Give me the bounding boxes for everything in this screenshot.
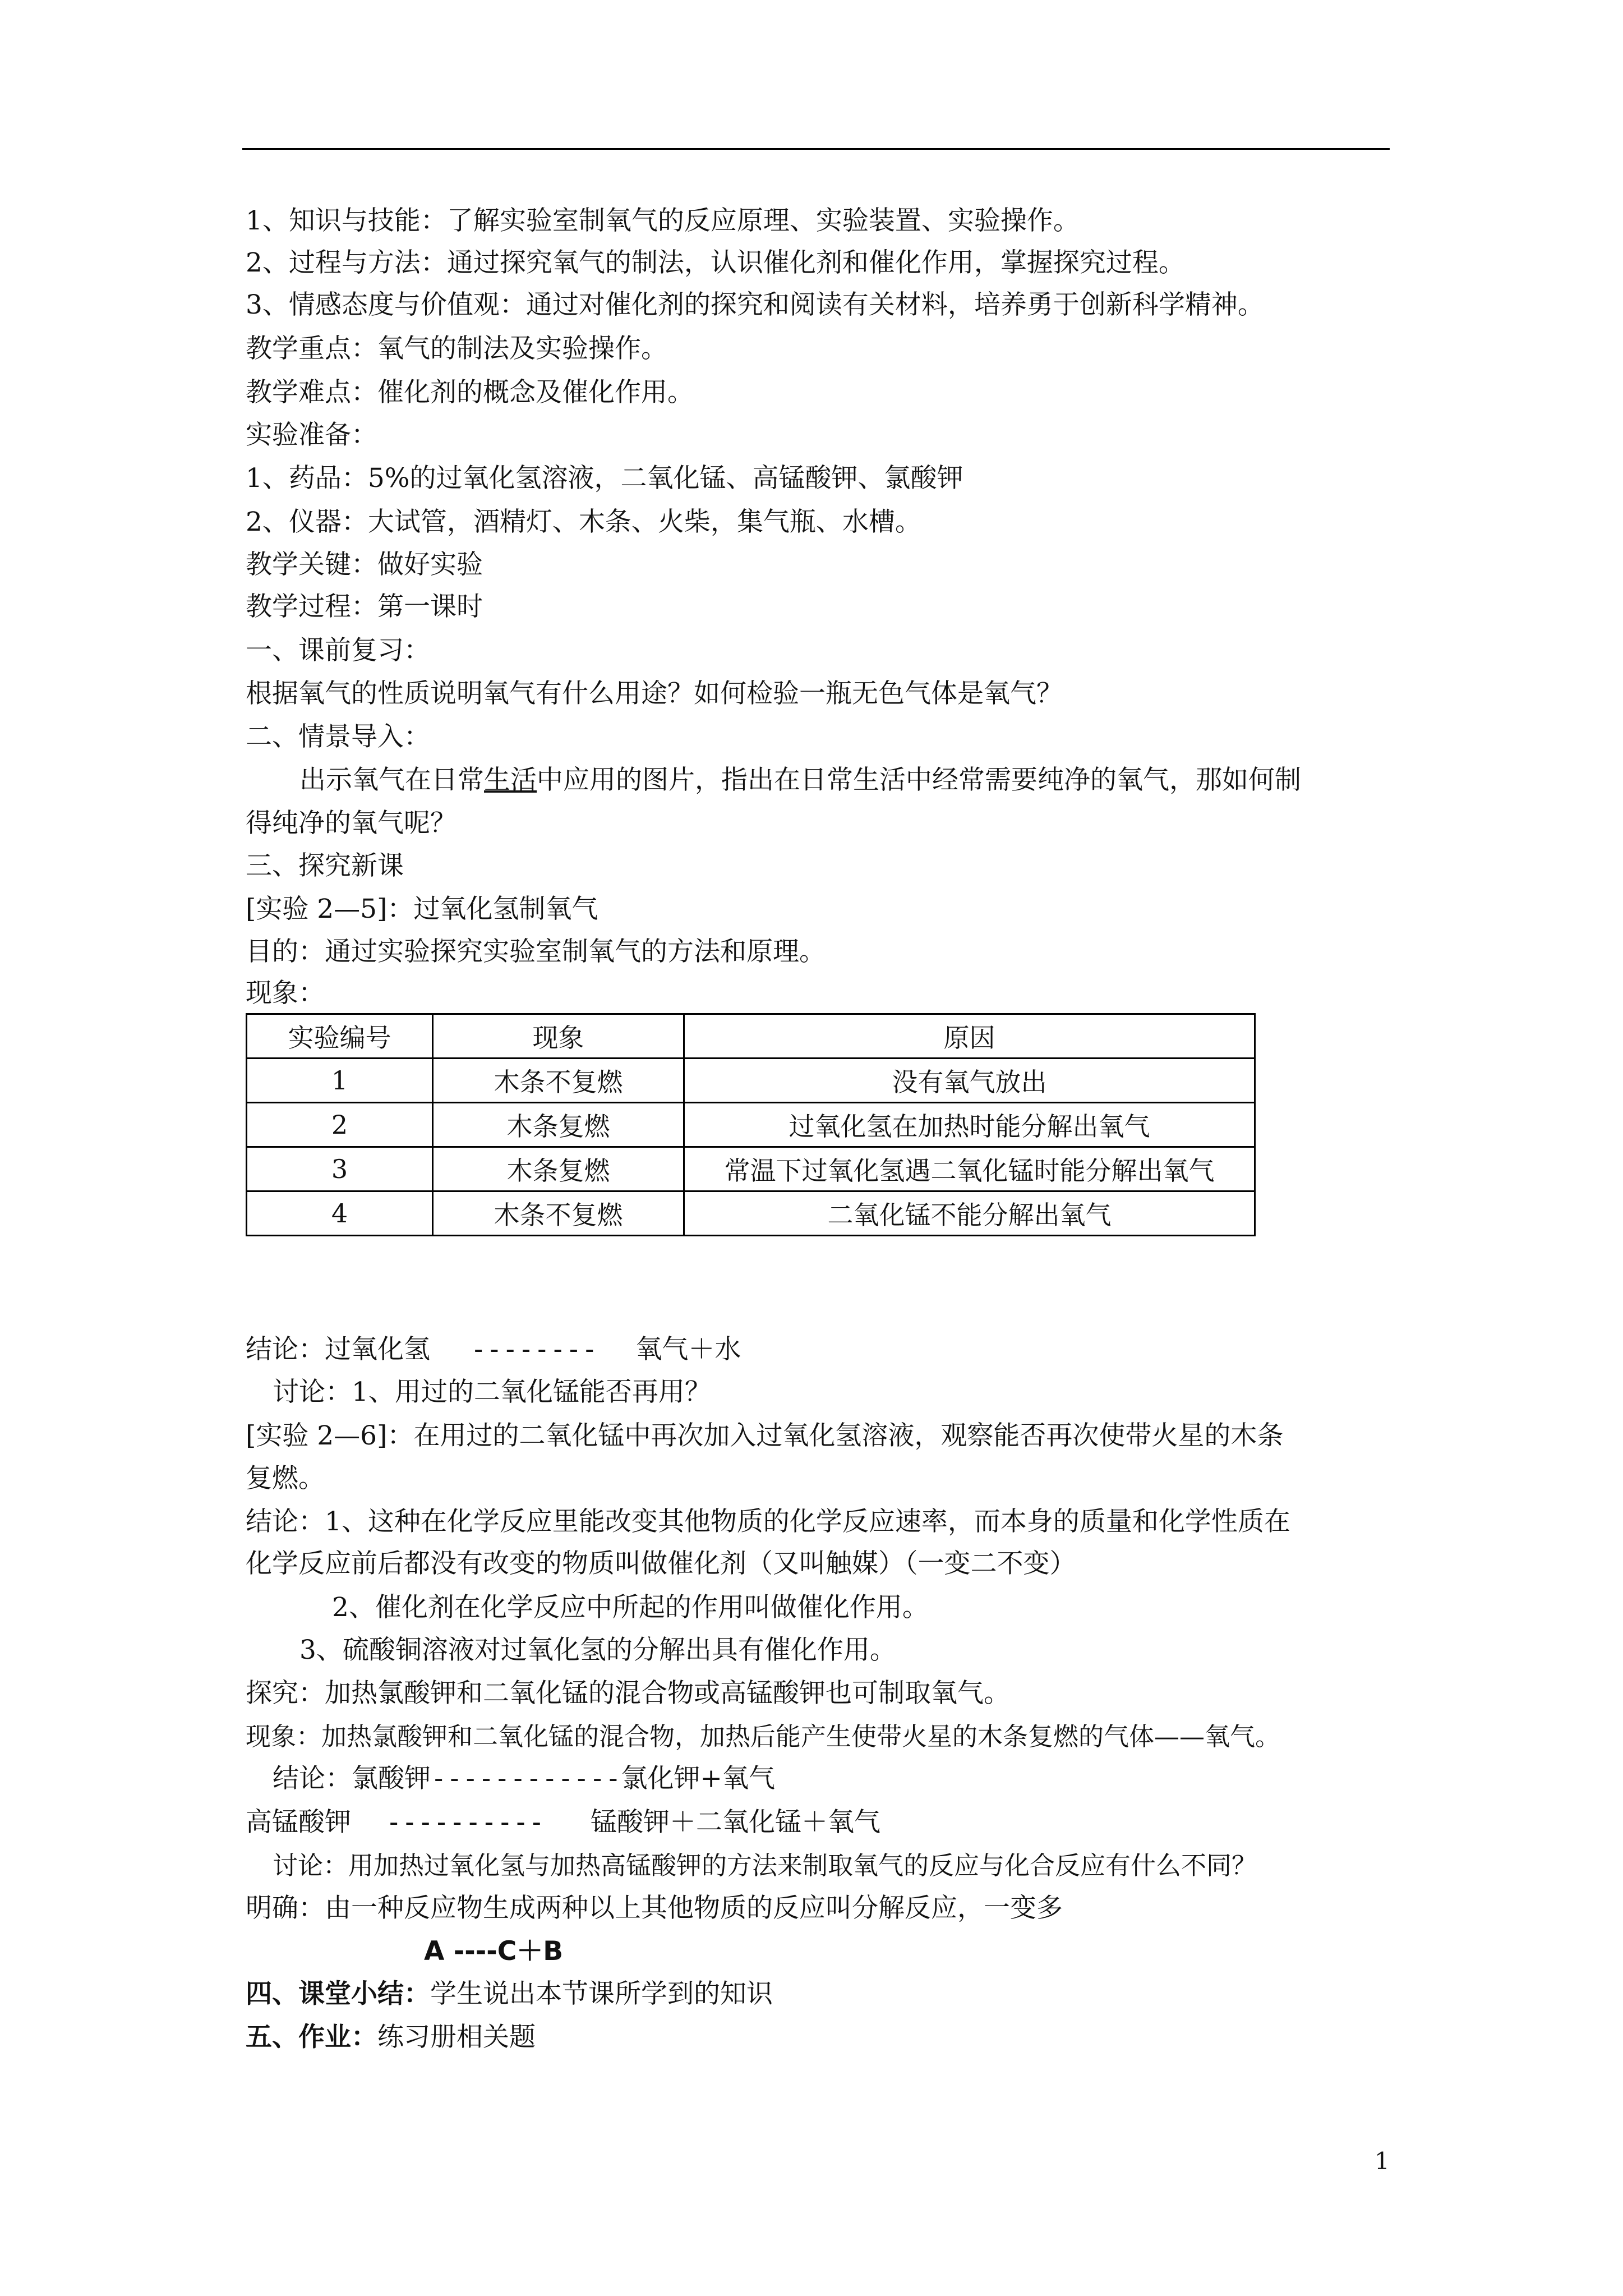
cell-reason: 二氧化锰不能分解出氧气: [684, 1191, 1255, 1236]
goal-1: 1、知识与技能：了解实验室制氧气的反应原理、实验装置、实验操作。: [246, 205, 1080, 236]
section-2-title: 二、情景导入：: [246, 721, 430, 752]
page-number: 1: [1375, 2147, 1390, 2175]
kmno4-products: 锰酸钾＋二氧化锰＋氧气: [590, 1807, 880, 1838]
experiment-2-6-line-1: [实验 2—6]：在用过的二氧化锰中再次加入过氧化氢溶液，观察能否再次使带火星的木条: [246, 1420, 1284, 1451]
key-point: 教学重点：氧气的制法及实验操作。: [246, 333, 667, 364]
table-row: [247, 1191, 1255, 1236]
section-1-text: 根据氧气的性质说明氧气有什么用途？如何检验一瓶无色气体是氧气？: [246, 678, 1063, 709]
table-row: [247, 1059, 1255, 1103]
cell-no: 2: [247, 1103, 433, 1147]
explore: 探究：加热氯酸钾和二氧化锰的混合物或高锰酸钾也可制取氧气。: [246, 1678, 1010, 1709]
kmno4-equation: [246, 1806, 880, 1839]
kmno4-reactant: 高锰酸钾: [246, 1807, 351, 1838]
goal-2: 2、过程与方法：通过探究氧气的制法，认识催化剂和催化作用，掌握探究过程。: [246, 247, 1185, 278]
table-row: [247, 1103, 1255, 1147]
cell-reason: 没有氧气放出: [684, 1059, 1255, 1103]
section-5-text: 练习册相关题: [377, 2022, 536, 2053]
cell-phenomenon: 木条复燃: [433, 1103, 684, 1147]
section-4-text: 学生说出本节课所学到的知识: [430, 1978, 773, 2009]
cell-phenomenon: 木条不复燃: [433, 1059, 684, 1103]
section-5-title: 五、作业：: [246, 2022, 377, 2053]
discussion-1: 讨论：1、用过的二氧化锰能否再用？: [273, 1377, 711, 1407]
experiment-table: [246, 1013, 1256, 1236]
experiment-2-6-line-2: 复燃。: [246, 1463, 325, 1494]
table-header-row: [247, 1014, 1255, 1059]
purpose: 目的：通过实验探究实验室制氧气的方法和原理。: [246, 936, 826, 967]
section-2-text-a: 出示氧气在日常: [299, 765, 484, 795]
table-row: [247, 1147, 1255, 1191]
conclusion-2-line-1: 结论：1、这种在化学反应里能改变其他物质的化学反应速率，而本身的质量和化学性质在: [246, 1506, 1290, 1537]
section-5: [246, 2021, 536, 2054]
conclusion-3-reactant: 结论：氯酸钾: [273, 1763, 431, 1794]
conclusion-1-reactant: 结论：过氧化氢: [246, 1334, 430, 1365]
difficulty: 教学难点：催化剂的概念及催化作用。: [246, 377, 694, 408]
phenomenon-2: 现象：加热氯酸钾和二氧化锰的混合物，加热后能产生使带火星的木条复燃的气体——氧气。: [246, 1722, 1281, 1751]
cell-phenomenon: 木条不复燃: [433, 1191, 684, 1236]
header-experiment-no: 实验编号: [247, 1014, 433, 1059]
section-1-title: 一、课前复习：: [246, 635, 430, 666]
experiment-2-5: [实验 2—5]：过氧化氢制氧气: [246, 894, 598, 924]
discussion-2: 讨论：用加热过氧化氢与加热高锰酸钾的方法来制取氧气的反应与化合反应有什么不同？: [273, 1851, 1257, 1880]
conclusion-2-item-3: 3、硫酸铜溶液对过氧化氢的分解出具有催化作用。: [299, 1635, 896, 1665]
prep-title: 实验准备：: [246, 420, 377, 450]
teaching-process: 教学过程：第一课时: [246, 591, 483, 622]
header-reason: 原因: [684, 1014, 1255, 1059]
decomposition-formula: A ----C＋B: [424, 1936, 564, 1967]
conclusion-1-products: 氧气＋水: [635, 1334, 741, 1365]
section-4-title: 四、课堂小结：: [246, 1978, 430, 2009]
cell-no: 1: [247, 1059, 433, 1103]
life-link[interactable]: 生活: [484, 765, 537, 795]
prep-item-1: 1、药品：5%的过氧化氢溶液，二氧化锰、高锰酸钾、氯酸钾: [246, 463, 963, 494]
header-phenomenon: 现象: [433, 1014, 684, 1059]
conclusion-1-arrow: --------: [471, 1334, 598, 1365]
section-2-line-1: [299, 763, 1301, 797]
kmno4-arrow: ----------: [386, 1807, 545, 1838]
conclusion-1: [246, 1333, 741, 1366]
section-3-title: 三、探究新课: [246, 850, 404, 881]
cell-reason: 过氧化氢在加热时能分解出氧气: [684, 1103, 1255, 1147]
section-2-line-2: 得纯净的氧气呢？: [246, 808, 457, 839]
teaching-key: 教学关键：做好实验: [246, 549, 483, 580]
phenomenon-label: 现象：: [246, 978, 325, 1009]
conclusion-3-products: 氯化钾+氧气: [621, 1763, 775, 1794]
header-rule: [242, 148, 1390, 150]
prep-item-2: 2、仪器：大试管，酒精灯、木条、火柴，集气瓶、水槽。: [246, 507, 921, 537]
conclusion-2-item-2: 2、催化剂在化学反应中所起的作用叫做催化作用。: [332, 1592, 929, 1623]
conclusion-2-line-2: 化学反应前后都没有改变的物质叫做催化剂（又叫触媒）（一变二不变）: [246, 1548, 1076, 1579]
goal-3: 3、情感态度与价值观：通过对催化剂的探究和阅读有关材料，培养勇于创新科学精神。: [246, 289, 1264, 320]
section-2-text-b: 中应用的图片，指出在日常生活中经常需要纯净的氧气，那如何制: [537, 765, 1301, 795]
cell-no: 3: [247, 1147, 433, 1191]
section-4: [246, 1977, 773, 2011]
clarify: 明确：由一种反应物生成两种以上其他物质的反应叫分解反应，一变多: [246, 1893, 1063, 1924]
conclusion-3-arrow: ------------: [431, 1763, 621, 1794]
cell-phenomenon: 木条复燃: [433, 1147, 684, 1191]
cell-no: 4: [247, 1191, 433, 1236]
cell-reason: 常温下过氧化氢遇二氧化锰时能分解出氧气: [684, 1147, 1255, 1191]
conclusion-3: [273, 1762, 775, 1796]
